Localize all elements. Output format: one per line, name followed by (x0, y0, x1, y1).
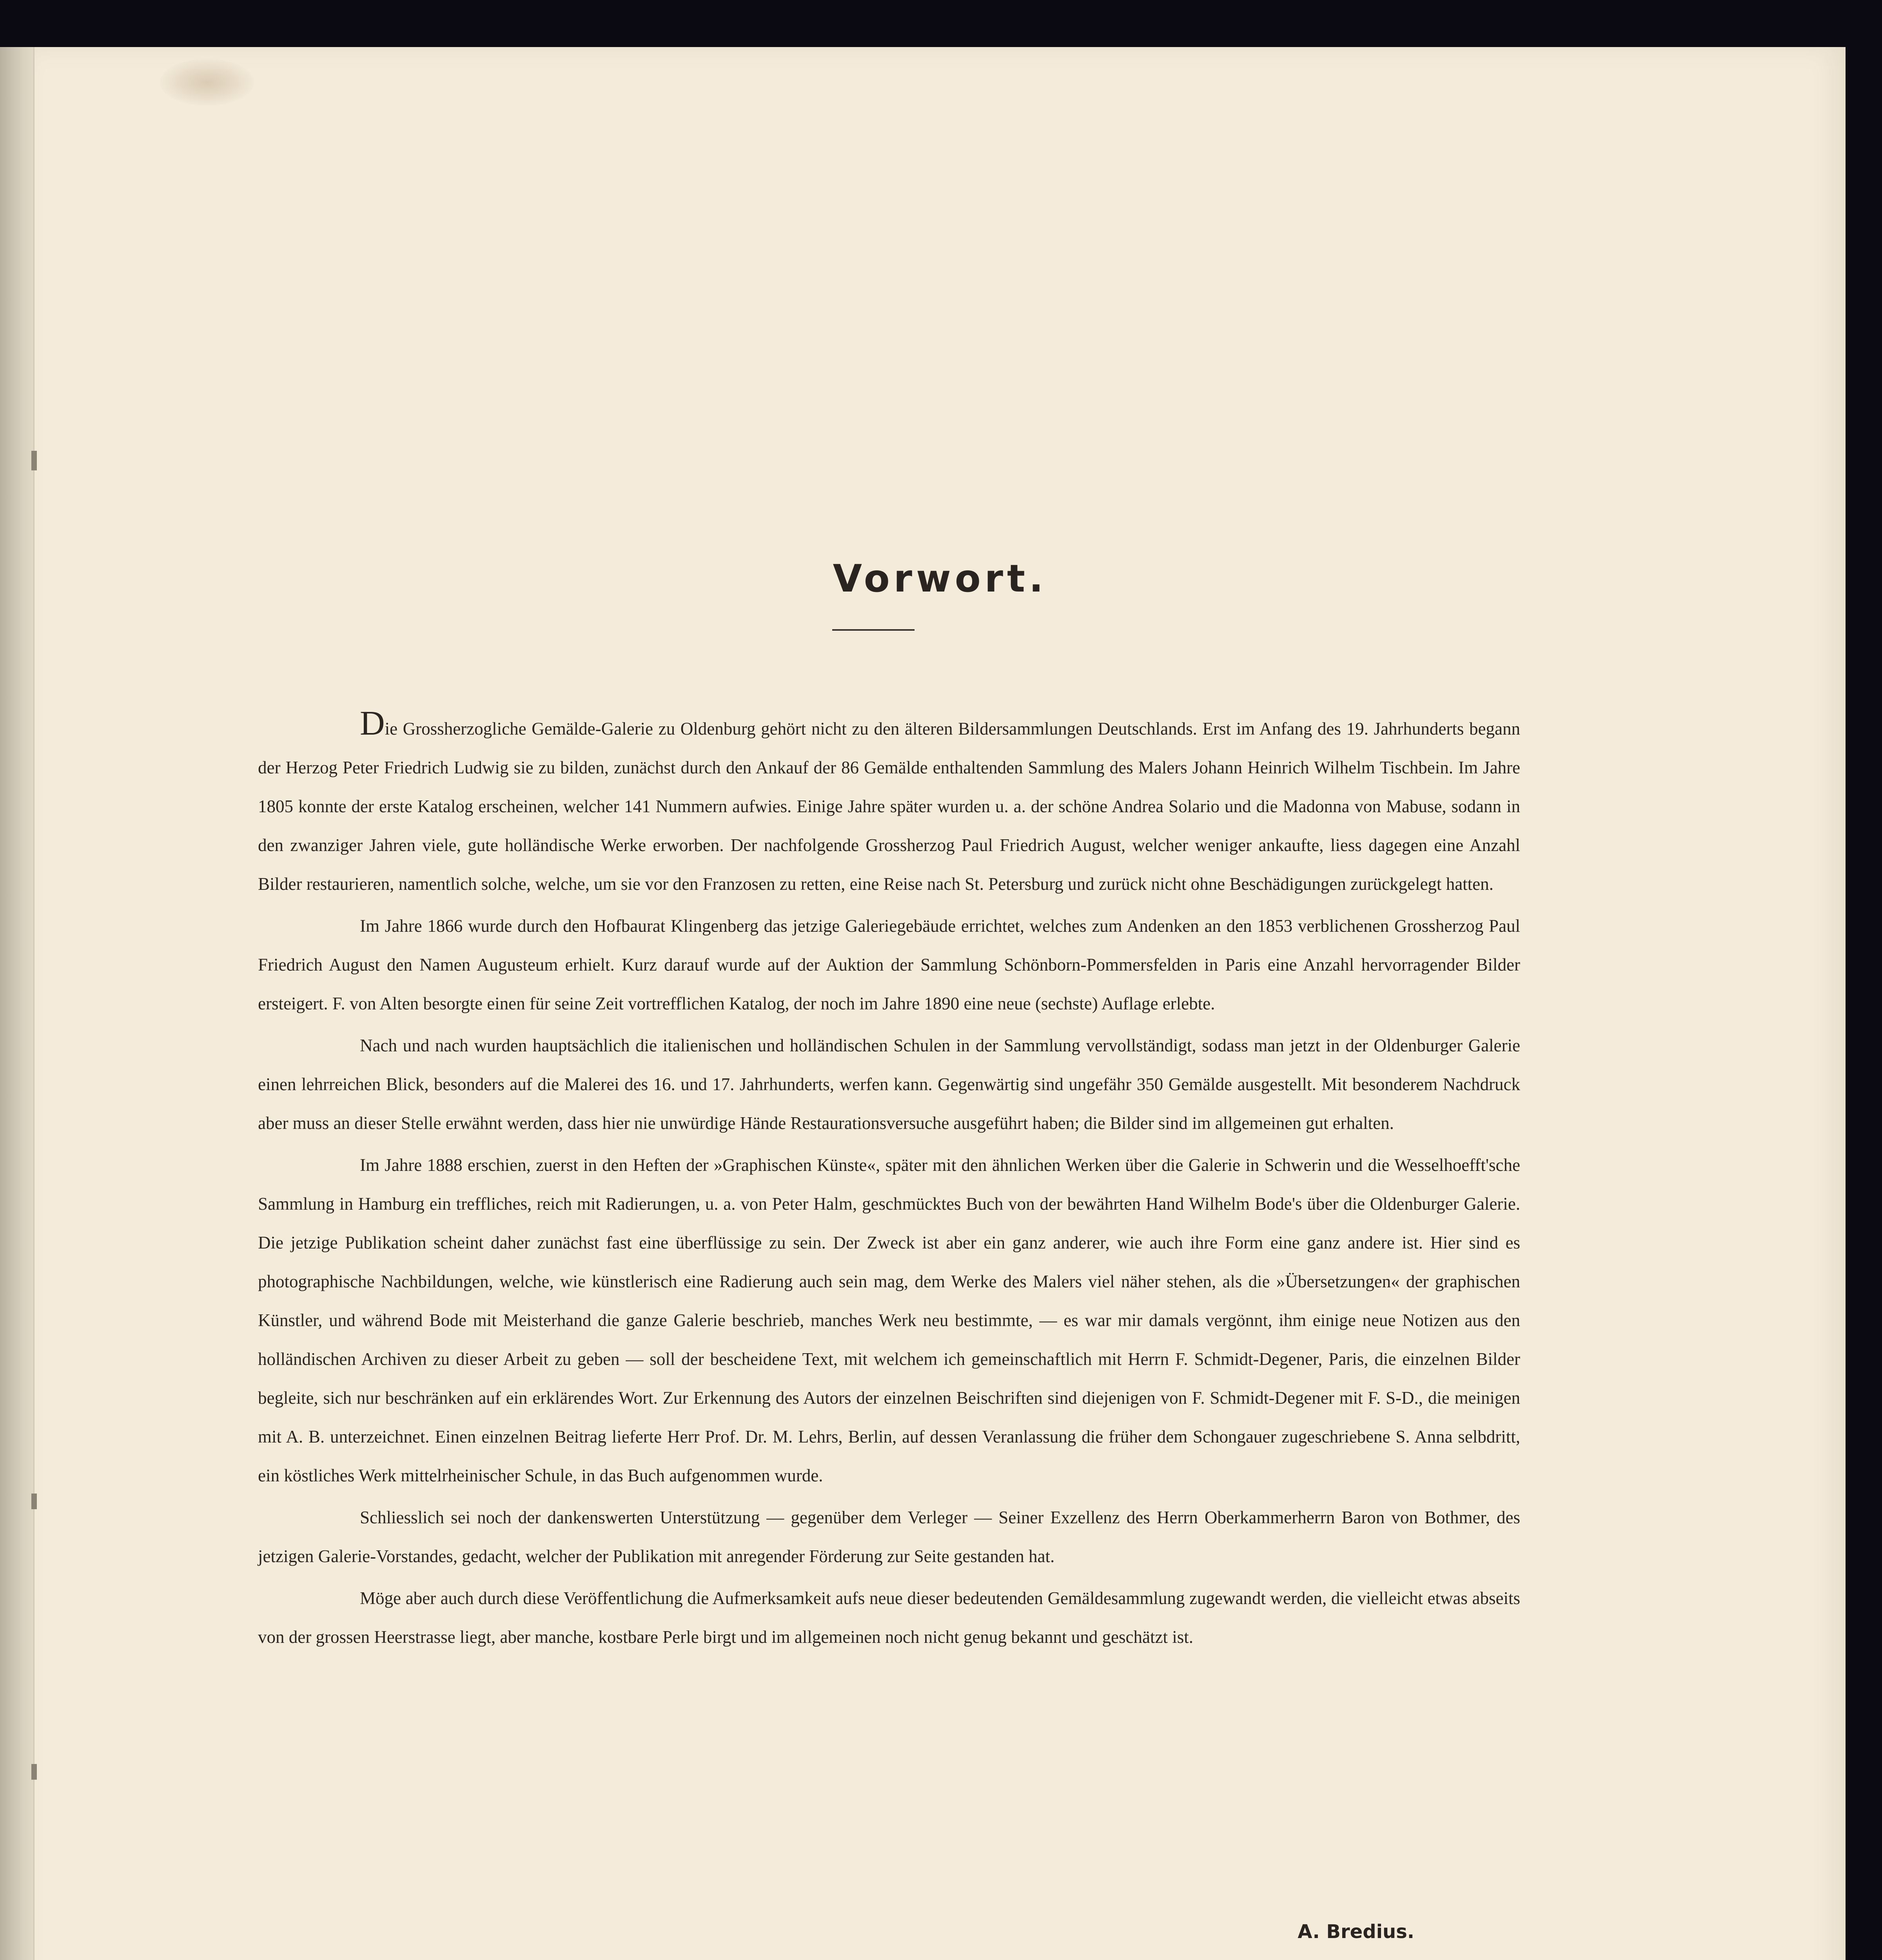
initial-letter: D (360, 704, 385, 742)
book-page (33, 47, 1846, 1960)
paragraph-5: Schliesslich sei noch der dankenswerten Unterstützung — gegenüber dem Verleger — Seiner Exzellenz des Herrn Oberkammerherrn Baron von Bothmer, des jetzigen Galerie-Vorstandes, gedacht, welcher der Publikation mit anregender Förderung zur Seite gestanden hat. (258, 1508, 1520, 1566)
paragraph-2: Im Jahre 1866 wurde durch den Hofbaurat Klingenberg das jetzige Galeriegebäude errichtet, welches zum Andenken an den 1853 verblichenen Grossherzog Paul Friedrich August den Namen Augusteum erhielt. Kurz darauf wurde auf der Auktion der Sammlung Schönborn-Pommersfelden in Paris eine Anzahl hervorragender Bilder ersteigert. F. von Alten besorgte einen für seine Zeit vortrefflichen Katalog, der noch im Jahre 1890 eine neue (sechste) Auflage erlebte. (258, 916, 1520, 1013)
paper-stain (160, 59, 254, 106)
preface-body (258, 704, 1520, 1657)
paragraph-4: Im Jahre 1888 erschien, zuerst in den Heften der »Graphischen Künste«, später mit den ähnlichen Werken über die Galerie in Schwerin und die Wesselhoefft'sche Sammlung in Hamburg ein treffliches, reich mit Radierungen, u. a. von Peter Halm, geschmücktes Buch von der bewährten Hand Wilhelm Bode's über die Oldenburger Galerie. Die jetzige Publikation scheint daher zunächst fast eine überflüssige zu sein. Der Zweck ist aber ein ganz anderer, wie auch ihre Form eine ganz andere ist. Hier sind es photographische Nachbildungen, welche, wie künstlerisch eine Radierung auch sein mag, dem Werke des Malers viel näher stehen, als die »Übersetzungen« der graphischen Künstler, und während Bode mit Meisterhand die ganze Galerie beschrieb, manches Werk neu bestimmte, — es war mir damals vergönnt, ihm einige neue Notizen aus den holländischen Archiven zu dieser Arbeit zu geben — soll der bescheidene Text, mit welchem ich gemeinschaftlich mit Herrn F. Schmidt-Degener, Paris, die einzelnen Bilder begleite, sich nur beschränken auf ein erklärendes Wort. Zur Erkennung des Autors der einzelnen Beischriften sind diejenigen von F. Schmidt-Degener mit F. S-D., die meinigen mit A. B. unterzeichnet. Einen einzelnen Beitrag lieferte Herr Prof. Dr. M. Lehrs, Berlin, auf dessen Veranlassung die früher dem Schongauer zugeschriebene S. Anna selbdritt, ein köstliches Werk mittelrheinischer Schule, in das Buch aufgenommen wurde. (258, 1155, 1520, 1485)
paragraph-1 (258, 704, 1520, 904)
author-signature: A. Bredius. (1298, 1921, 1414, 1943)
page-mark (31, 451, 37, 470)
page-mark (31, 1764, 37, 1780)
page-title: Vorwort. (833, 557, 1047, 601)
paragraph-3: Nach und nach wurden hauptsächlich die italienischen und holländischen Schulen in der Sammlung vervollständigt, sodass man jetzt in der Oldenburger Galerie einen lehrreichen Blick, besonders auf die Malerei des 16. und 17. Jahrhunderts, werfen kann. Gegenwärtig sind ungefähr 350 Gemälde ausgestellt. Mit besonderem Nachdruck aber muss an dieser Stelle erwähnt werden, dass hier nie unwürdige Hände Restaurationsversuche ausgeführt haben; die Bilder sind im allgemeinen gut erhalten. (258, 1036, 1520, 1133)
page-mark (31, 1494, 37, 1509)
paragraph-1-text: ie Grossherzogliche Gemälde-Galerie zu Oldenburg gehört nicht zu den älteren Bildersammlungen Deutschlands. Erst im Anfang des 19. Jahrhunderts begann der Herzog Peter Friedrich Ludwig sie zu bilden, zunächst durch den Ankauf der 86 Gemälde enthaltenden Sammlung des Malers Johann Heinrich Wilhelm Tischbein. Im Jahre 1805 konnte der erste Katalog erscheinen, welcher 141 Nummern aufwies. Einige Jahre später wurden u. a. der schöne Andrea Solario und die Madonna von Mabuse, sodann in den zwanziger Jahren viele, gute holländische Werke erworben. Der nachfolgende Grossherzog Paul Friedrich August, welcher weniger ankaufte, liess dagegen eine Anzahl Bilder restaurieren, namentlich solche, welche, um sie vor den Franzosen zu retten, eine Reise nach St. Petersburg und zurück nicht ohne Beschädigungen zurückgelegt hatten. (258, 719, 1520, 894)
title-divider (832, 629, 915, 631)
paragraph-6: Möge aber auch durch diese Veröffentlichung die Aufmerksamkeit aufs neue dieser bedeutenden Gemäldesammlung zugewandt werden, die vielleicht etwas abseits von der grossen Heerstrasse liegt, aber manche, kostbare Perle birgt und im allgemeinen noch nicht genug bekannt und geschätzt ist. (258, 1588, 1520, 1647)
